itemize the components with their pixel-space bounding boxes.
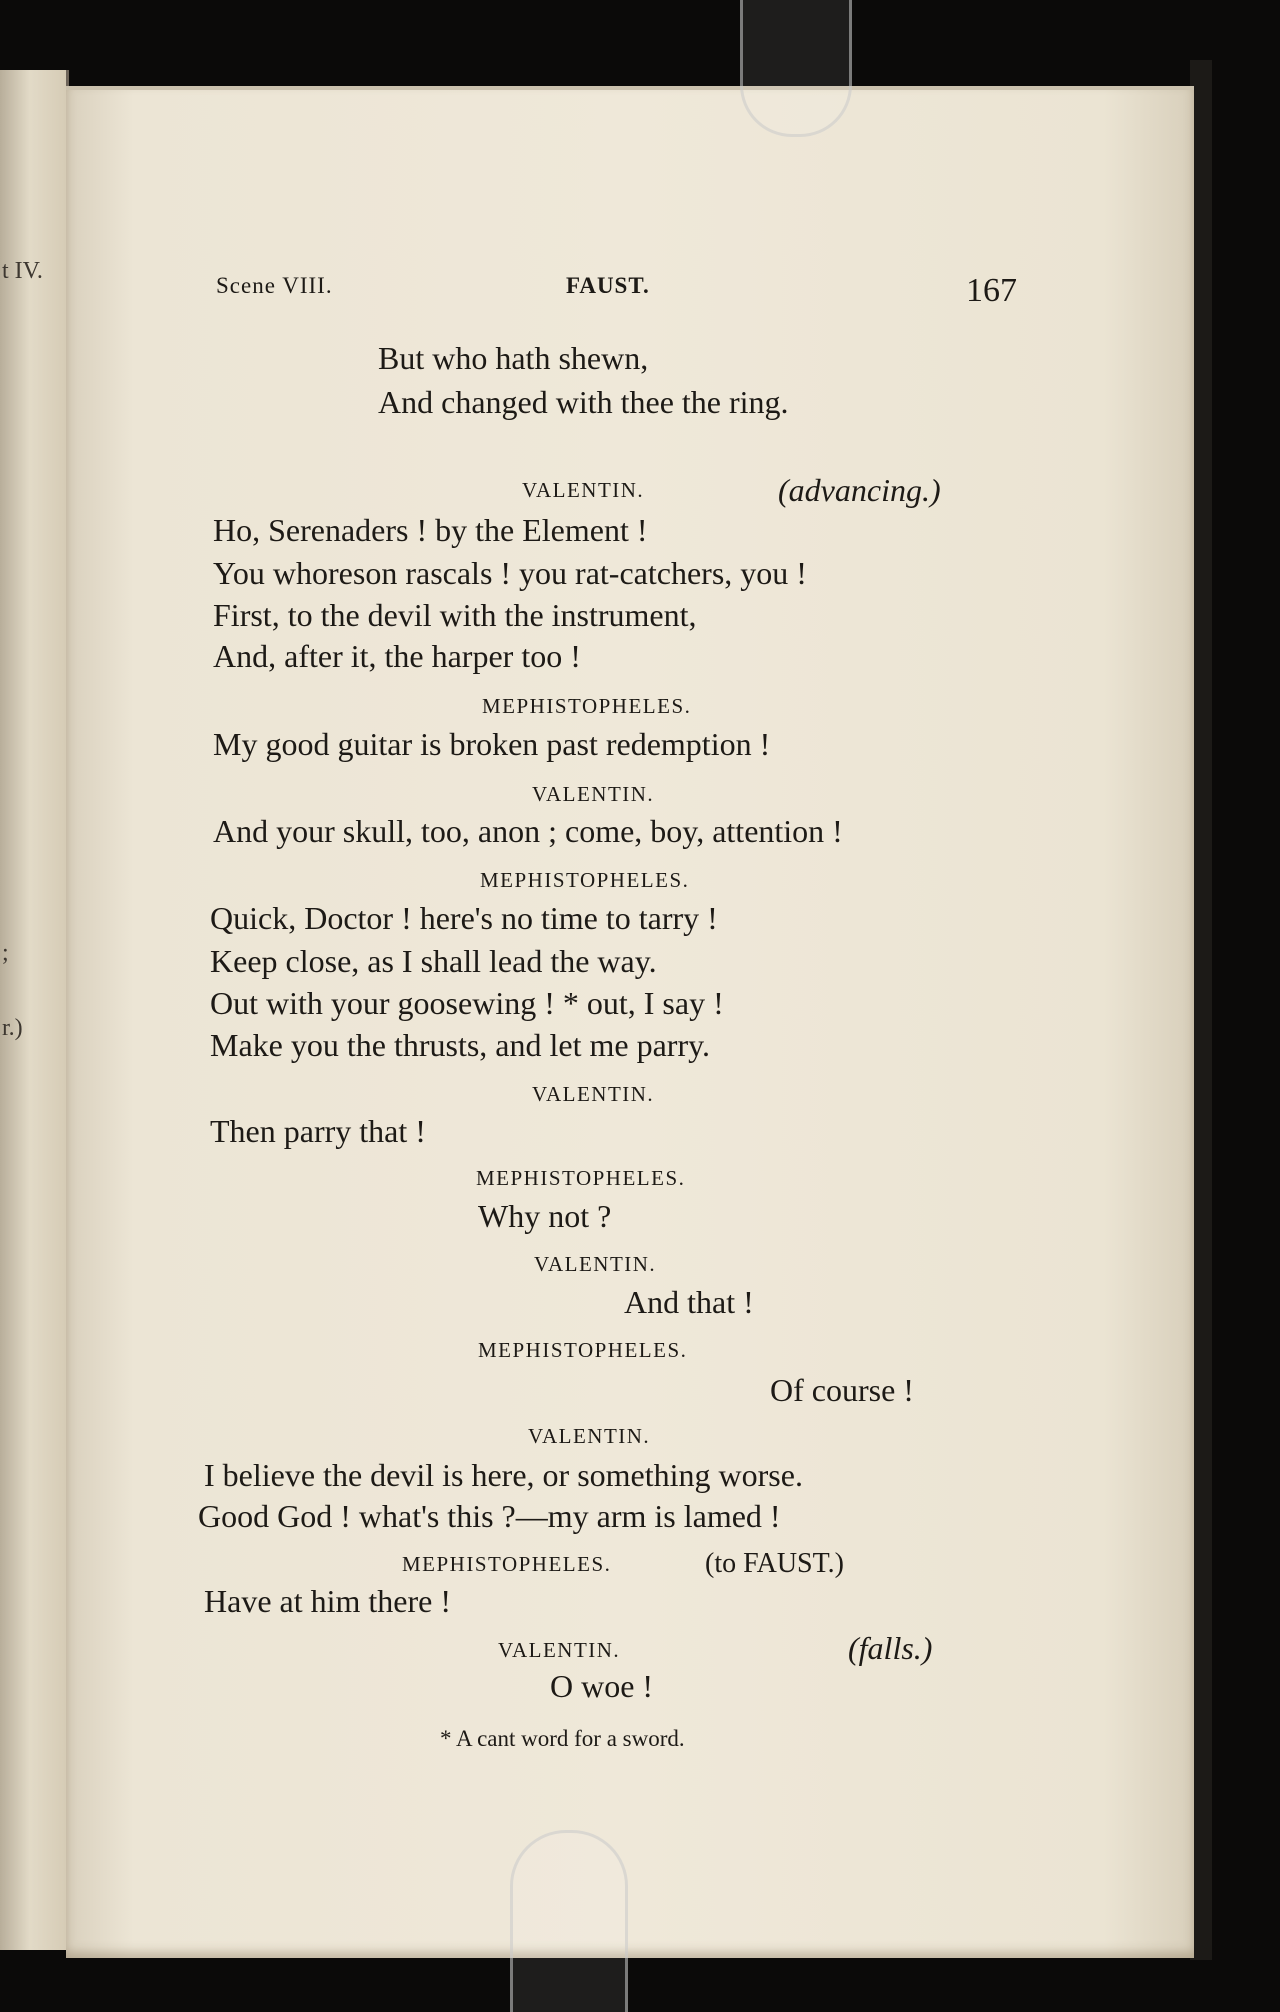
running-head-scene: Scene VIII. (216, 273, 333, 298)
verse-line: Have at him there ! (204, 1583, 451, 1619)
speaker-name: MEPHISTOPHELES. (480, 868, 690, 892)
bottom-page-clip (510, 1830, 628, 2012)
verse-line: My good guitar is broken past redemption ! (213, 726, 771, 762)
left-page-fragment: t IV. (2, 258, 43, 284)
verse-line: Quick, Doctor ! here's no time to tarry ! (210, 900, 718, 936)
speaker-name: VALENTIN. (532, 782, 655, 806)
verse-line: Keep close, as I shall lead the way. (210, 943, 657, 979)
verse-line: And that ! (624, 1284, 754, 1320)
verse-line: And, after it, the harper too ! (213, 638, 581, 674)
speaker-name: VALENTIN. (498, 1638, 621, 1662)
speaker-name: VALENTIN. (534, 1252, 657, 1276)
left-page-fragment: r.) (2, 1015, 23, 1041)
speaker-name: MEPHISTOPHELES. (482, 694, 692, 718)
speaker-name: VALENTIN. (532, 1082, 655, 1106)
speaker-name: MEPHISTOPHELES. (402, 1552, 612, 1576)
verse-line: I believe the devil is here, or something worse. (204, 1457, 803, 1493)
left-page-fragment: ; (2, 940, 9, 966)
verse-line: O woe ! (550, 1668, 654, 1704)
page-number: 167 (966, 272, 1017, 309)
verse-line: Ho, Serenaders ! by the Element ! (213, 512, 648, 548)
speaker-name: MEPHISTOPHELES. (478, 1338, 688, 1362)
verse-line: Of course ! (770, 1372, 914, 1408)
top-page-clip (740, 0, 852, 137)
speaker-name: VALENTIN. (528, 1424, 651, 1448)
speaker-name: MEPHISTOPHELES. (476, 1166, 686, 1190)
verse-line: And your skull, too, anon ; come, boy, attention ! (213, 813, 843, 849)
speaker-name: VALENTIN. (522, 478, 645, 502)
left-page-edge (0, 70, 69, 1950)
stage-direction: (falls.) (848, 1630, 933, 1666)
verse-line: Good God ! what's this ?—my arm is lamed ! (198, 1498, 781, 1534)
verse-line: Out with your goosewing ! * out, I say ! (210, 985, 724, 1021)
stage-direction: (advancing.) (778, 472, 941, 508)
verse-line: You whoreson rascals ! you rat-catchers, you ! (213, 555, 807, 591)
verse-line: Why not ? (478, 1198, 612, 1234)
stage-direction: (to FAUST.) (705, 1548, 844, 1579)
running-head-title: FAUST. (566, 273, 650, 298)
verse-line: And changed with thee the ring. (378, 384, 789, 420)
verse-line: First, to the devil with the instrument, (213, 597, 697, 633)
verse-line: Then parry that ! (210, 1113, 426, 1149)
footnote: * A cant word for a sword. (440, 1726, 685, 1751)
verse-line: Make you the thrusts, and let me parry. (210, 1027, 711, 1063)
verse-line: But who hath shewn, (378, 340, 649, 376)
